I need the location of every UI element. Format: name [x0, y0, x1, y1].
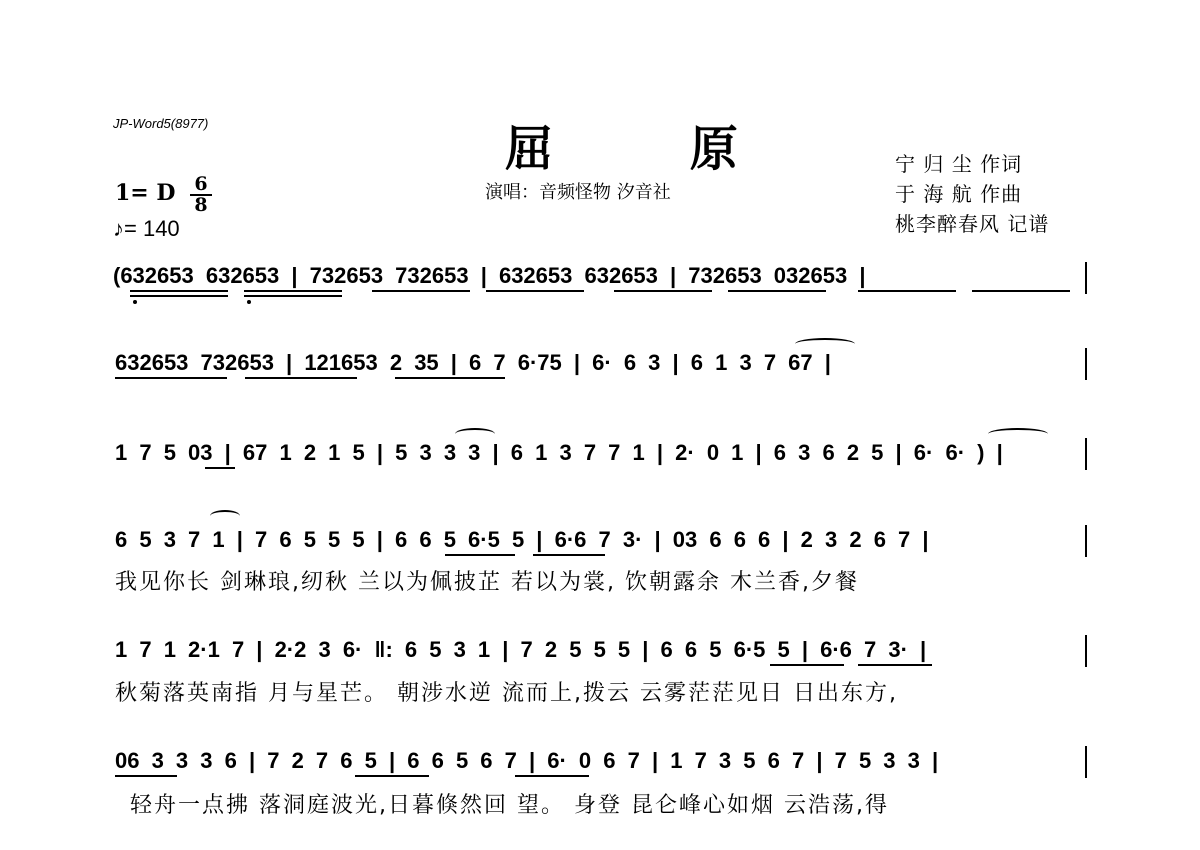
slur-mark	[795, 338, 855, 350]
beam-line	[395, 377, 505, 379]
beam-line	[115, 775, 177, 777]
score-line-4-notes: 6 5 3 7 1 | 7 6 5 5 5 | 6 6 5 6·5 5 | 6·6 7 3· | 03 6 6 6 | 2 3 2 6 7 |	[115, 527, 929, 552]
barline	[1085, 746, 1087, 778]
slur-mark	[455, 428, 495, 440]
beam-line	[130, 290, 228, 292]
beam-line	[244, 290, 342, 292]
score-line-4-lyrics: 我见你长 剑琳琅,纫秋 兰以为佩披芷 若以为裳, 饮朝露余 木兰香,夕餐	[115, 570, 859, 595]
beam-line	[244, 295, 342, 297]
slur-mark	[988, 428, 1048, 440]
score-line-6-notes: 06 3 3 3 6 | 7 2 7 6 5 | 6 6 5 6 7 | 6· 0 6 7 | 1 7 3 5 6 7 | 7 5 3 3 |	[115, 748, 939, 773]
software-tag: JP-Word5(8977)	[113, 116, 209, 131]
beam-line	[355, 775, 429, 777]
beam-line	[115, 377, 227, 379]
beam-line	[770, 664, 844, 666]
performer-credit: 演唱：音频怪物 汐音社	[485, 182, 671, 203]
beam-line	[858, 290, 956, 292]
barline	[1085, 348, 1087, 380]
beam-line	[515, 775, 589, 777]
beam-line	[245, 377, 357, 379]
beam-line	[372, 290, 470, 292]
barline	[1085, 525, 1087, 557]
eighth-note-icon: ♪	[113, 216, 124, 241]
beam-line	[858, 664, 932, 666]
composer-credit: 于 海 航 作曲	[895, 182, 1023, 206]
score-line-5-notes: 1 7 1 2·1 7 | 2·2 3 6· ‖: 6 5 3 1 | 7 2 5 5 5 | 6 6 5 6·5 5 | 6·6 7 3· |	[115, 637, 927, 662]
beam-line	[130, 295, 228, 297]
time-signature	[190, 173, 212, 216]
beam-line	[972, 290, 1070, 292]
beam-line	[486, 290, 584, 292]
lyricist-credit: 宁 归 尘 作词	[895, 152, 1023, 176]
low-octave-dot	[247, 300, 251, 304]
slur-mark	[210, 510, 240, 522]
barline	[1085, 438, 1087, 470]
barline	[1085, 635, 1087, 667]
tempo-marking	[113, 216, 180, 242]
beam-line	[614, 290, 712, 292]
beam-line	[445, 554, 515, 556]
score-line-1-notes: (632653 632653 | 732653 732653 | 632653 632653 | 732653 032653 |	[113, 263, 866, 288]
score-line-6-lyrics: 轻舟一点拂 落洞庭波光,日暮倏然回 望。 身登 昆仑峰心如烟 云浩荡,得	[130, 793, 889, 818]
transcriber-credit: 桃李醉春风 记谱	[895, 212, 1050, 236]
score-line-3-notes: 1 7 5 03 | 67 1 2 1 5 | 5 3 3 3 | 6 1 3 7 7 1 | 2· 0 1 | 6 3 6 2 5 | 6· 6· ) |	[115, 440, 1003, 465]
beam-line	[205, 467, 235, 469]
barline	[1085, 262, 1087, 294]
song-title: 屈 原	[505, 121, 798, 177]
score-line-2-notes: 632653 732653 | 121653 2 35 | 6 7 6·75 | 6· 6 3 | 6 1 3 7 67 |	[115, 350, 831, 375]
tempo-value: = 140	[124, 216, 180, 241]
beam-line	[533, 554, 605, 556]
beam-line	[728, 290, 826, 292]
time-denominator: 8	[194, 194, 208, 216]
score-line-5-lyrics: 秋菊落英南指 月与星芒。 朝涉水逆 流而上,拨云 云雾茫茫见日 日出东方,	[115, 681, 898, 706]
low-octave-dot	[133, 300, 137, 304]
time-numerator: 6	[194, 173, 208, 195]
key-signature: 1= D	[115, 180, 176, 206]
